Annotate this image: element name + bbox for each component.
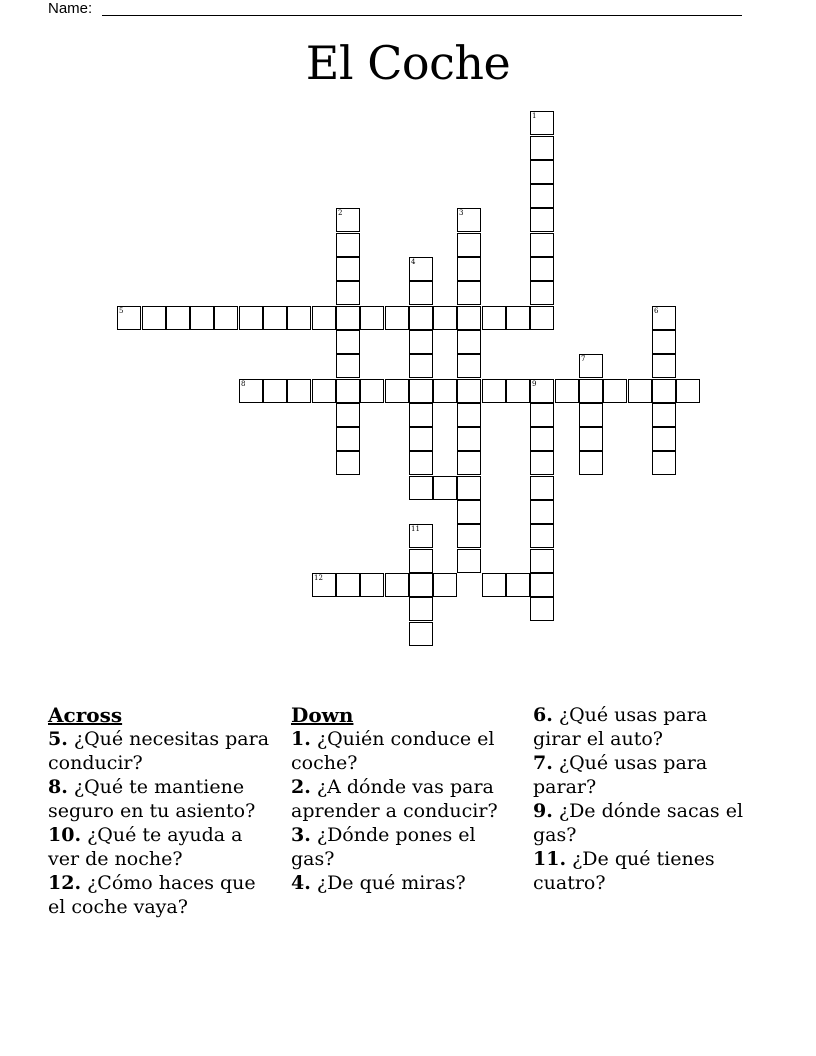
grid-cell[interactable] (652, 379, 676, 403)
clue-text: ¿Qué te mantiene seguro en tu asiento? (48, 776, 256, 822)
grid-cell[interactable] (457, 403, 481, 427)
grid-cell[interactable] (409, 427, 433, 451)
grid-cell[interactable] (360, 306, 384, 330)
grid-cell[interactable] (652, 403, 676, 427)
grid-cell[interactable] (530, 549, 554, 573)
grid-cell[interactable] (409, 281, 433, 305)
grid-cell[interactable] (530, 111, 554, 135)
grid-cell[interactable] (530, 184, 554, 208)
grid-cell[interactable] (530, 427, 554, 451)
grid-cell[interactable] (409, 403, 433, 427)
grid-cell[interactable] (652, 306, 676, 330)
grid-cell[interactable] (530, 573, 554, 597)
grid-cell[interactable] (506, 379, 530, 403)
clue-text: ¿De dónde sacas el gas? (533, 800, 744, 846)
clue-number: 3. (291, 824, 311, 846)
grid-cell[interactable] (652, 427, 676, 451)
grid-cell[interactable] (555, 379, 579, 403)
clue-text: ¿Quién conduce el coche? (291, 728, 495, 774)
grid-cell[interactable] (530, 136, 554, 160)
grid-cell[interactable] (409, 622, 433, 646)
clue-down-4 (291, 872, 515, 896)
clue-number: 2. (291, 776, 311, 798)
grid-cell[interactable] (312, 573, 336, 597)
grid-cell[interactable] (457, 306, 481, 330)
clue-down-2 (291, 776, 515, 823)
across-clues (48, 702, 272, 920)
grid-cell[interactable] (263, 306, 287, 330)
clue-text: ¿De qué miras? (316, 872, 466, 894)
clue-across-5 (48, 728, 272, 775)
clue-number: 9. (533, 800, 553, 822)
grid-cell[interactable] (409, 597, 433, 621)
grid-cell[interactable] (409, 451, 433, 475)
grid-cell[interactable] (336, 330, 360, 354)
grid-cell[interactable] (214, 306, 238, 330)
clue-text: ¿Qué te ayuda a ver de noche? (48, 824, 243, 870)
grid-cell[interactable] (457, 379, 481, 403)
down-heading: Down (291, 703, 354, 727)
clue-number: 8. (48, 776, 68, 798)
grid-cell[interactable] (457, 330, 481, 354)
clue-text: ¿De qué tienes cuatro? (533, 848, 715, 894)
clue-down-3 (291, 824, 515, 871)
grid-cell[interactable] (287, 379, 311, 403)
clue-number: 5. (48, 728, 68, 750)
grid-cell[interactable] (530, 257, 554, 281)
grid-cell[interactable] (457, 257, 481, 281)
down-clues (291, 702, 515, 897)
across-heading: Across (48, 703, 123, 727)
grid-cell[interactable] (409, 573, 433, 597)
grid-cell[interactable] (579, 403, 603, 427)
grid-cell[interactable] (312, 379, 336, 403)
grid-cell[interactable] (579, 354, 603, 378)
grid-cell[interactable] (530, 160, 554, 184)
clue-number-label: 6 (654, 307, 659, 315)
grid-cell[interactable] (409, 330, 433, 354)
clue-number-label: 8 (241, 380, 246, 388)
grid-cell[interactable] (360, 573, 384, 597)
clue-number: 4. (291, 872, 311, 894)
grid-cell[interactable] (482, 306, 506, 330)
clue-number-label: 7 (581, 355, 586, 363)
grid-cell[interactable] (409, 306, 433, 330)
clue-number: 7. (533, 752, 553, 774)
clue-number: 12. (48, 872, 82, 894)
grid-cell[interactable] (312, 306, 336, 330)
grid-cell[interactable] (336, 306, 360, 330)
clue-down-7 (533, 752, 757, 799)
grid-cell[interactable] (530, 281, 554, 305)
grid-cell[interactable] (652, 451, 676, 475)
grid-cell[interactable] (336, 233, 360, 257)
clue-number-label: 11 (411, 525, 420, 533)
clue-down-9 (533, 800, 757, 847)
grid-cell[interactable] (409, 549, 433, 573)
grid-cell[interactable] (409, 476, 433, 500)
clue-text: ¿Cómo haces que el coche vaya? (48, 872, 256, 918)
grid-cell[interactable] (603, 379, 627, 403)
grid-cell[interactable] (579, 379, 603, 403)
grid-cell[interactable] (385, 573, 409, 597)
grid-cell[interactable] (433, 379, 457, 403)
grid-cell[interactable] (336, 257, 360, 281)
clue-number-label: 1 (532, 112, 537, 120)
grid-cell[interactable] (142, 306, 166, 330)
clue-down-6 (533, 704, 757, 751)
grid-cell[interactable] (385, 379, 409, 403)
grid-cell[interactable] (530, 379, 554, 403)
clue-number-label: 5 (119, 307, 124, 315)
grid-cell[interactable] (336, 573, 360, 597)
down-clues-continued (533, 704, 757, 896)
grid-cell[interactable] (530, 403, 554, 427)
clue-number: 6. (533, 704, 553, 726)
grid-cell[interactable] (457, 208, 481, 232)
grid-cell[interactable] (336, 451, 360, 475)
grid-cell[interactable] (482, 573, 506, 597)
grid-cell[interactable] (457, 354, 481, 378)
clue-down-11 (533, 848, 757, 895)
grid-cell[interactable] (239, 379, 263, 403)
grid-cell[interactable] (457, 233, 481, 257)
grid-cell[interactable] (190, 306, 214, 330)
grid-cell[interactable] (530, 306, 554, 330)
grid-cell[interactable] (409, 379, 433, 403)
clue-across-12 (48, 872, 272, 919)
clue-number: 1. (291, 728, 311, 750)
grid-cell[interactable] (457, 451, 481, 475)
grid-cell[interactable] (433, 306, 457, 330)
clue-text: ¿A dónde vas para aprender a conducir? (291, 776, 498, 822)
grid-cell[interactable] (530, 451, 554, 475)
grid-cell[interactable] (336, 379, 360, 403)
grid-cell[interactable] (457, 281, 481, 305)
page-title: El Coche (305, 36, 511, 90)
grid-cell[interactable] (336, 354, 360, 378)
clue-across-10 (48, 824, 272, 871)
grid-cell[interactable] (336, 403, 360, 427)
grid-cell[interactable] (263, 379, 287, 403)
grid-cell[interactable] (530, 208, 554, 232)
clue-number: 11. (533, 848, 567, 870)
clue-across-8 (48, 776, 272, 823)
grid-cell[interactable] (336, 427, 360, 451)
grid-cell[interactable] (530, 500, 554, 524)
grid-cell[interactable] (336, 208, 360, 232)
clue-number-label: 12 (314, 574, 323, 582)
grid-cell[interactable] (409, 524, 433, 548)
clue-text: ¿Qué usas para parar? (533, 752, 708, 798)
grid-cell[interactable] (433, 476, 457, 500)
grid-cell[interactable] (457, 524, 481, 548)
clue-text: ¿Qué necesitas para conducir? (48, 728, 270, 774)
grid-cell[interactable] (457, 500, 481, 524)
grid-cell[interactable] (652, 354, 676, 378)
grid-cell[interactable] (457, 427, 481, 451)
clue-number-label: 4 (411, 258, 416, 266)
grid-cell[interactable] (579, 427, 603, 451)
grid-cell[interactable] (628, 379, 652, 403)
grid-cell[interactable] (409, 354, 433, 378)
name-label: Name: (48, 0, 93, 17)
grid-cell[interactable] (652, 330, 676, 354)
clue-down-1 (291, 728, 515, 775)
clue-number-label: 9 (532, 380, 537, 388)
grid-cell[interactable] (336, 281, 360, 305)
clue-number-label: 3 (459, 209, 464, 217)
grid-cell[interactable] (287, 306, 311, 330)
grid-cell[interactable] (530, 597, 554, 621)
grid-cell[interactable] (409, 257, 433, 281)
grid-cell[interactable] (385, 306, 409, 330)
grid-cell[interactable] (239, 306, 263, 330)
grid-cell[interactable] (530, 524, 554, 548)
grid-cell[interactable] (360, 379, 384, 403)
grid-cell[interactable] (530, 233, 554, 257)
grid-cell[interactable] (676, 379, 700, 403)
grid-cell[interactable] (506, 573, 530, 597)
grid-cell[interactable] (457, 549, 481, 573)
grid-cell[interactable] (530, 476, 554, 500)
grid-cell[interactable] (457, 476, 481, 500)
clue-number-label: 2 (338, 209, 343, 217)
grid-cell[interactable] (166, 306, 190, 330)
grid-cell[interactable] (579, 451, 603, 475)
clue-text: ¿Dónde pones el gas? (291, 824, 476, 870)
clue-text: ¿Qué usas para girar el auto? (533, 704, 708, 750)
grid-cell[interactable] (433, 573, 457, 597)
clue-number: 10. (48, 824, 82, 846)
grid-cell[interactable] (117, 306, 141, 330)
grid-cell[interactable] (482, 379, 506, 403)
grid-cell[interactable] (506, 306, 530, 330)
